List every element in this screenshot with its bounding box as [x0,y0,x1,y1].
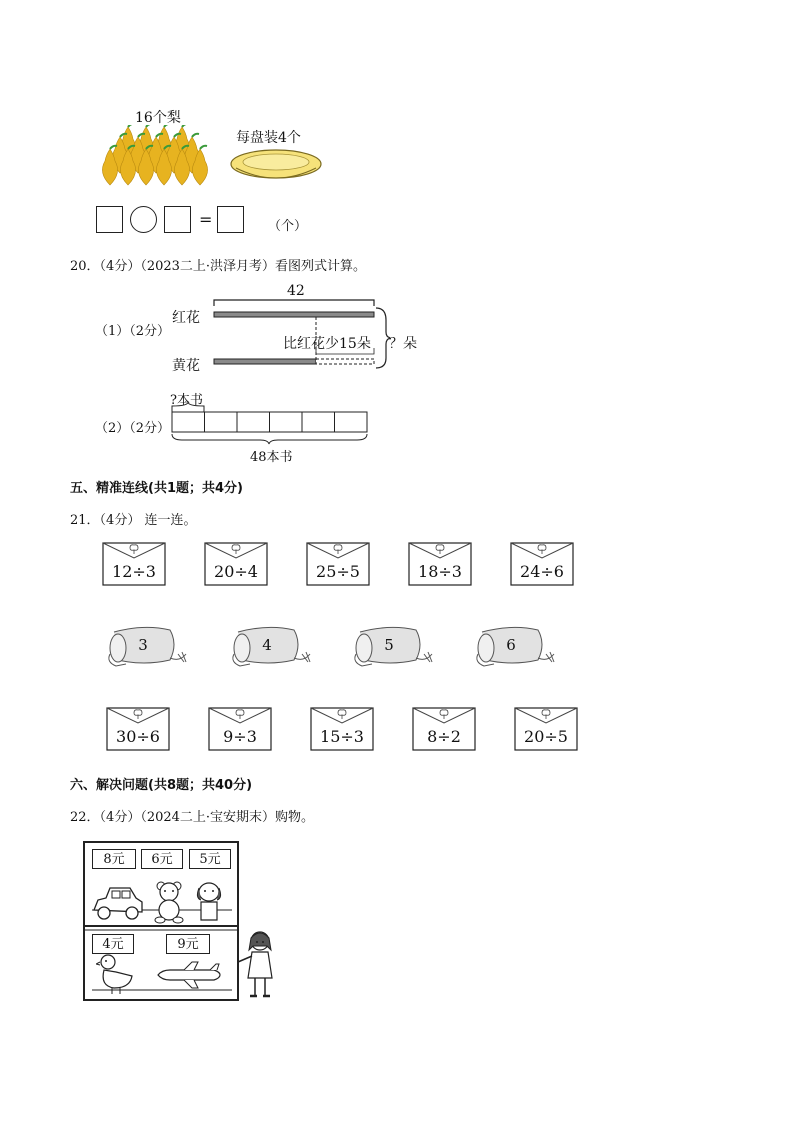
teddy-bear-icon [152,880,186,924]
quotient-value: 6 [506,636,516,654]
net-answer[interactable] [472,624,562,674]
answer-box-1[interactable] [96,206,123,233]
division-expression: 12÷3 [112,562,156,581]
division-expression: 18÷3 [418,562,462,581]
top-envelope[interactable] [102,542,166,586]
section5-title: 五、精准连线(共1题；共4分) [70,481,243,496]
operator-circle[interactable] [130,206,157,233]
bottom-envelope[interactable] [514,707,578,751]
unit-label: （个） [268,219,308,234]
book-segments [172,412,367,432]
pear-leaf-icon [146,125,153,127]
pears-illustration [96,125,218,190]
division-expression: 8÷2 [427,727,461,746]
q20-header: 20．（4分）（2023二上·洪泽月考）看图列式计算。 [70,259,367,274]
bottom-envelope[interactable] [412,707,476,751]
quotient-value: 4 [262,636,272,654]
division-expression: 9÷3 [223,727,257,746]
equals-sign: = [199,210,213,229]
toy-dog-icon [193,880,225,924]
plate-label: 每盘装4个 [236,130,301,146]
section6-title: 六、解决问题(共8题；共40分) [70,778,253,793]
total-books-label: 48本书 [250,450,293,465]
pear-leaf-icon [182,125,189,127]
books-diagram [168,400,378,446]
pear-leaf-icon [200,146,207,149]
quotient-value: 3 [138,636,148,654]
question-label: ？朵 [389,336,417,352]
net-answer[interactable] [104,624,194,674]
price-tag: 4元 [92,934,134,954]
net-answer[interactable] [350,624,440,674]
yellow-flower-label: 黄花 [172,358,200,374]
q22-header: 22．（4分）（2024二上·宝安期末）购物。 [70,810,315,825]
price-tag: 8元 [92,849,136,869]
division-expression: 25÷5 [316,562,360,581]
division-expression: 20÷4 [214,562,258,581]
pear-leaf-icon [192,134,199,137]
pear-leaf-icon [164,125,171,127]
price-tag: 9元 [166,934,210,954]
q21-header: 21．（4分） 连一连。 [70,513,197,528]
division-expression: 24÷6 [520,562,564,581]
q20-part1-label: （1）（2分） [95,324,171,339]
total-42-label: 42 [287,283,305,299]
bottom-envelope[interactable] [208,707,272,751]
flower-comparison-diagram [210,296,390,374]
part-books-label: ?本书 [170,393,203,408]
q20-part2-label: （2）（2分） [95,421,171,436]
bottom-envelope[interactable] [310,707,374,751]
less-than-label: 比红花少15朵 [283,336,371,352]
bottom-envelope[interactable] [106,707,170,751]
top-envelope[interactable] [306,542,370,586]
top-envelope[interactable] [510,542,574,586]
top-envelope[interactable] [204,542,268,586]
division-expression: 20÷5 [524,727,568,746]
answer-box-2[interactable] [164,206,191,233]
toy-airplane-icon [156,960,222,990]
division-expression: 30÷6 [116,727,160,746]
answer-box-result[interactable] [217,206,244,233]
red-flower-label: 红花 [172,310,200,326]
toy-car-icon [90,880,146,924]
quotient-value: 5 [384,636,394,654]
pear-leaf-icon [128,125,135,127]
net-answer[interactable] [228,624,318,674]
pears-label: 16个梨 [135,110,181,126]
price-tag: 6元 [141,849,183,869]
top-envelope[interactable] [408,542,472,586]
plate-icon [228,148,324,184]
girl-figure [234,928,280,1004]
price-tag: 5元 [189,849,231,869]
toy-duck-icon [96,952,136,996]
division-expression: 15÷3 [320,727,364,746]
